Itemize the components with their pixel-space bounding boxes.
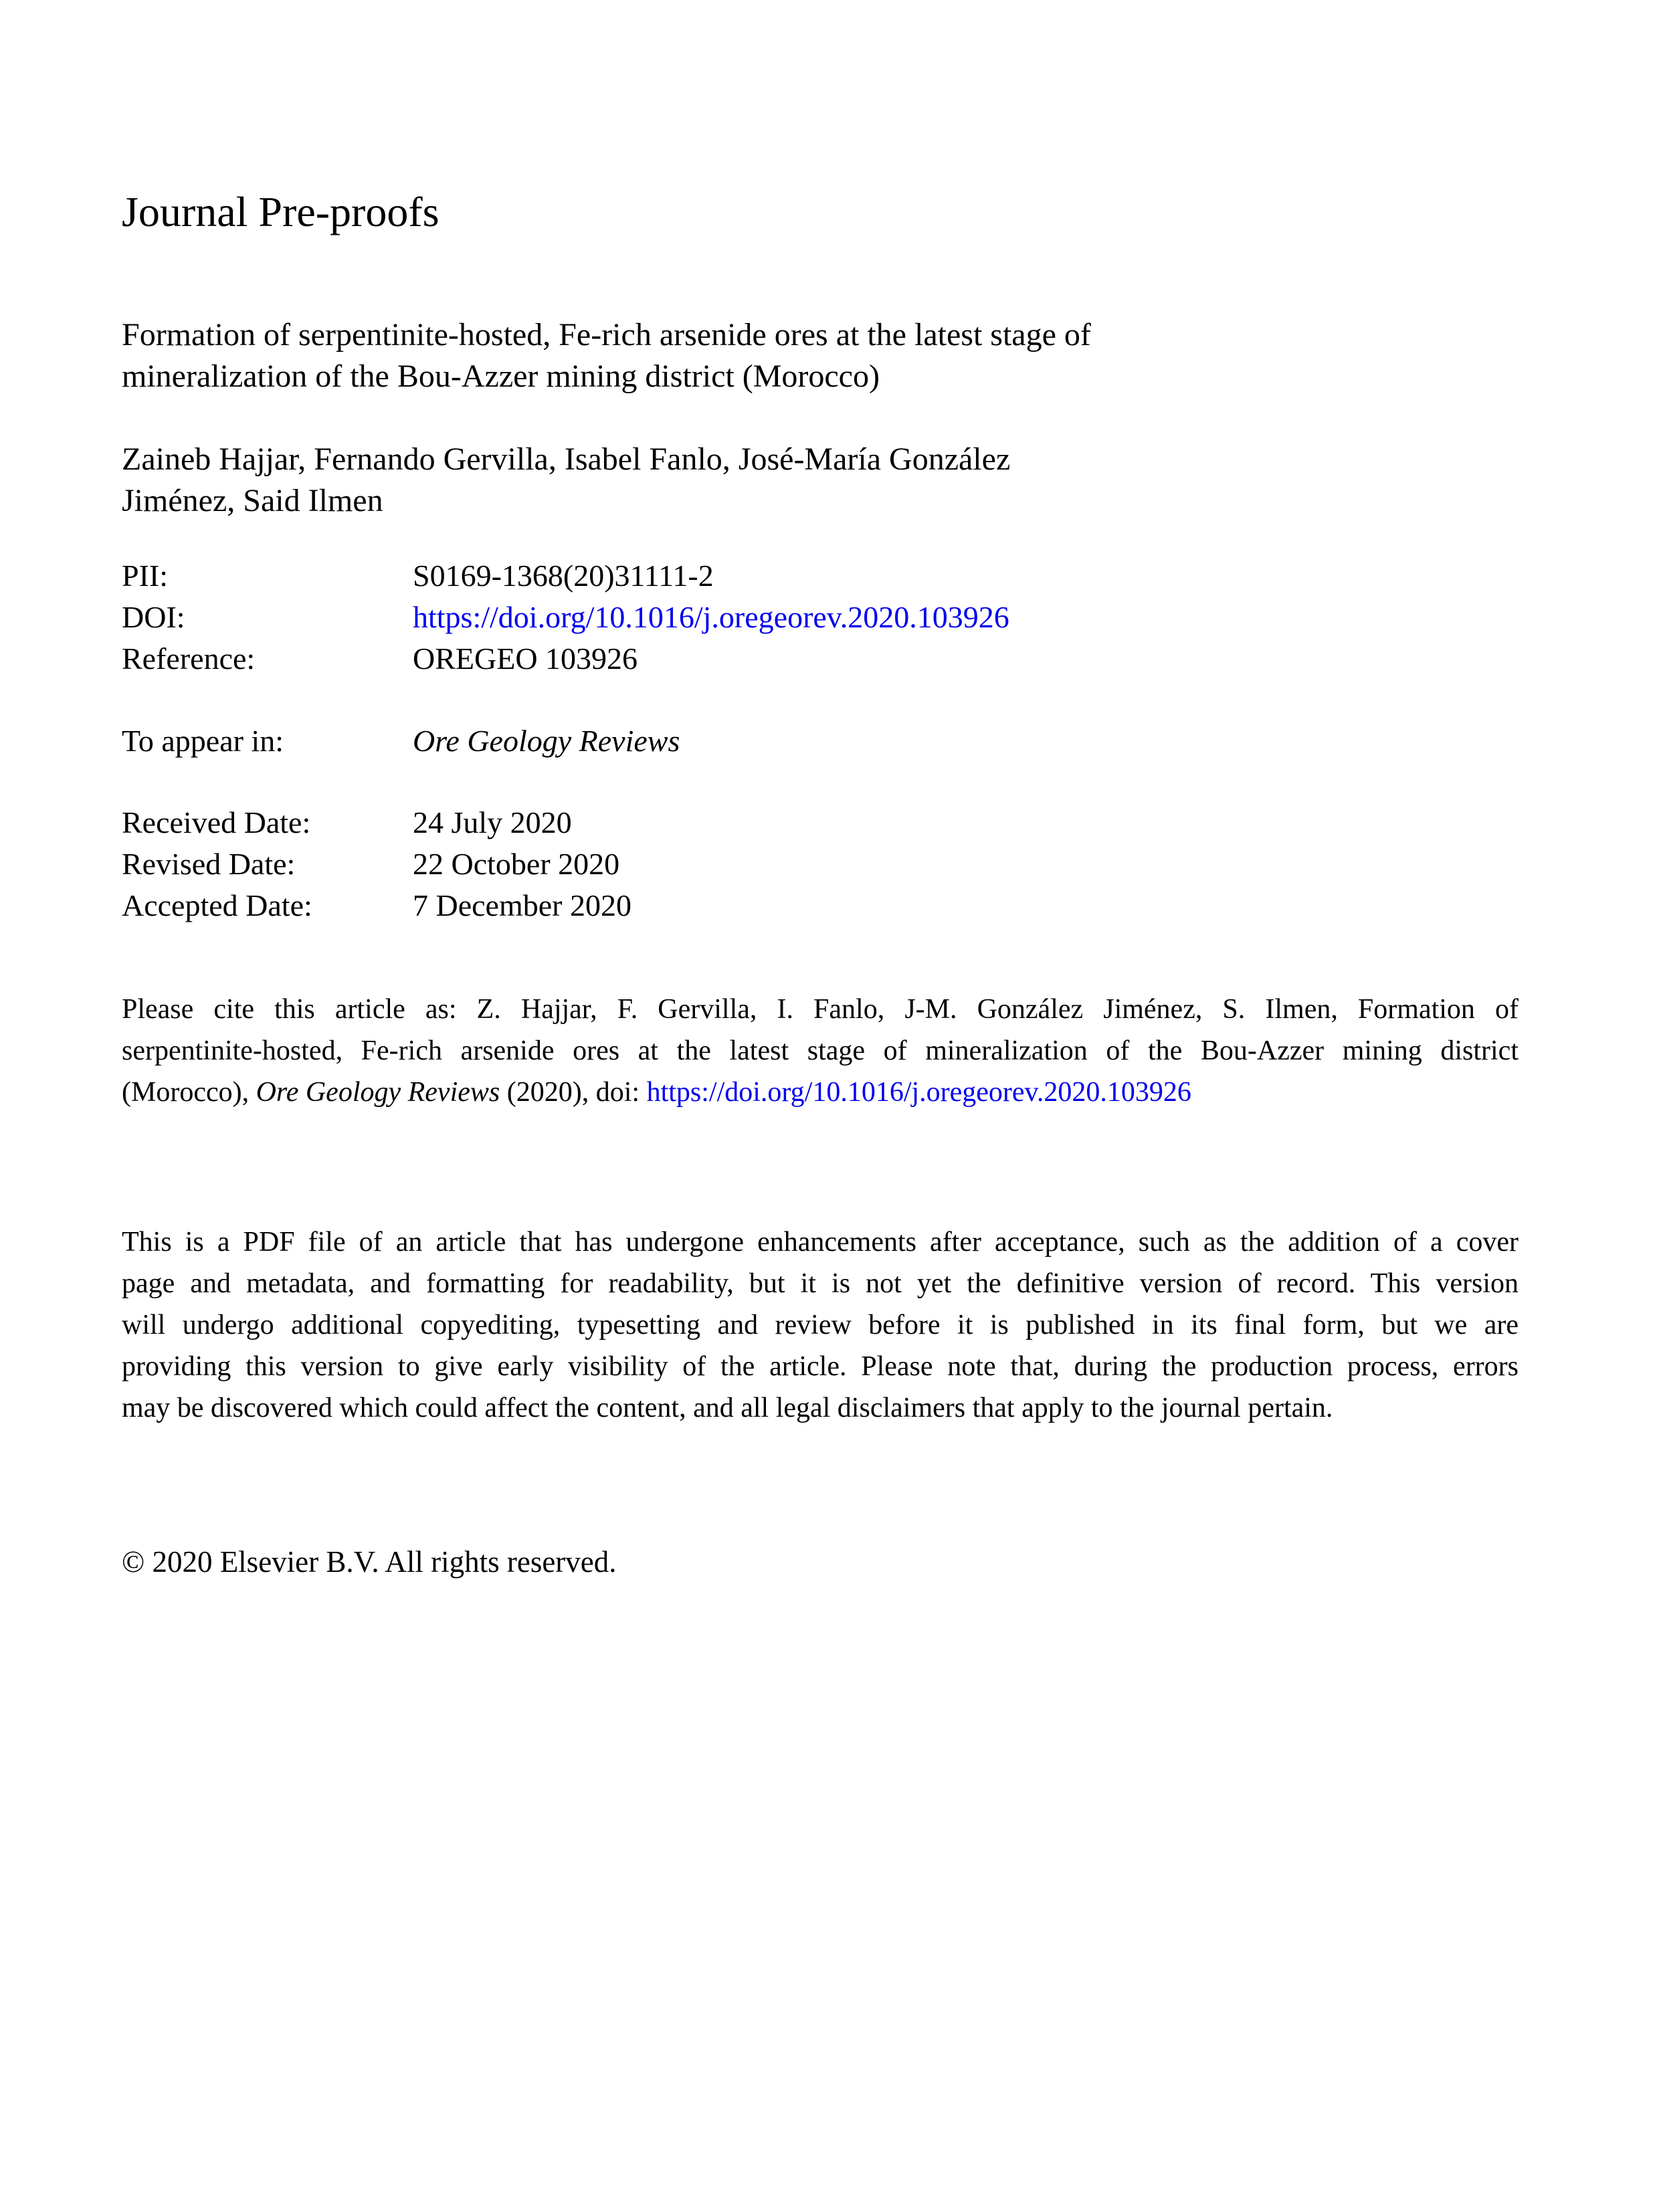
journal-name: Ore Geology Reviews	[413, 724, 680, 758]
doi-link[interactable]: https://doi.org/10.1016/j.oregeorev.2020.103926	[413, 600, 1009, 634]
citation-doi-link[interactable]: https://doi.org/10.1016/j.oregeorev.2020.103926	[646, 1077, 1191, 1108]
author-line: Zaineb Hajjar, Fernando Gervilla, Isabel Fanlo, José-María González	[122, 441, 1011, 477]
disclaimer-line: will undergo additional copyediting, typesetting and review before it is published in its final form, but we are	[122, 1310, 1519, 1340]
citation-line	[122, 1072, 1519, 1113]
copyright-notice: © 2020 Elsevier B.V. All rights reserved.	[122, 1545, 617, 1579]
citation-line: Please cite this article as: Z. Hajjar, F. Gervilla, I. Fanlo, J-M. González Jiménez, S. Ilmen, Formation of	[122, 994, 1519, 1025]
revised-date-label: Revised Date:	[122, 847, 296, 881]
disclaimer-line: may be discovered which could affect the content, and all legal disclaimers that apply to the journal pertain.	[122, 1393, 1333, 1423]
author-line: Jiménez, Said Ilmen	[122, 483, 383, 518]
dates-block	[122, 802, 631, 926]
to-appear-label: To appear in:	[122, 724, 284, 758]
accepted-date-label: Accepted Date:	[122, 888, 312, 922]
revised-date-row	[122, 843, 631, 885]
doi-label: DOI:	[122, 600, 185, 634]
to-appear-block	[122, 720, 680, 762]
accepted-date-row	[122, 885, 631, 926]
reference-value: OREGEO 103926	[413, 641, 638, 676]
disclaimer-line: page and metadata, and formatting for readability, but it is not yet the definitive version of record. This version	[122, 1268, 1519, 1299]
citation-text: (Morocco),	[122, 1077, 256, 1108]
citation-paragraph	[122, 989, 1519, 1113]
pii-label: PII:	[122, 559, 168, 593]
received-date-label: Received Date:	[122, 805, 311, 839]
article-title-line: mineralization of the Bou-Azzer mining district (Morocco)	[122, 359, 880, 394]
pii-row	[122, 555, 1009, 597]
pii-value: S0169-1368(20)31111-2	[413, 559, 714, 593]
received-date-value: 24 July 2020	[413, 805, 572, 839]
citation-text: (2020), doi:	[500, 1077, 647, 1108]
journal-preproofs-heading: Journal Pre-proofs	[122, 188, 440, 235]
disclaimer-line: This is a PDF file of an article that has undergone enhancements after acceptance, such as the addition of a cover	[122, 1227, 1519, 1258]
accepted-date-value: 7 December 2020	[413, 888, 631, 922]
disclaimer-line: providing this version to give early visibility of the article. Please note that, during the production process, errors	[122, 1351, 1519, 1382]
received-date-row	[122, 802, 631, 843]
article-title-line: Formation of serpentinite-hosted, Fe-rich arsenide ores at the latest stage of	[122, 317, 1091, 353]
article-title	[122, 314, 1091, 397]
disclaimer-paragraph	[122, 1221, 1519, 1429]
author-list	[122, 439, 1010, 522]
doi-row	[122, 597, 1009, 638]
to-appear-row	[122, 720, 680, 762]
identifier-block	[122, 555, 1009, 680]
journal-name-italic: Ore Geology Reviews	[256, 1077, 500, 1108]
reference-row	[122, 638, 1009, 680]
citation-line: serpentinite-hosted, Fe-rich arsenide ores at the latest stage of mineralization of the Bou-Azzer mining district	[122, 1035, 1519, 1066]
revised-date-value: 22 October 2020	[413, 847, 620, 881]
reference-label: Reference:	[122, 641, 256, 676]
